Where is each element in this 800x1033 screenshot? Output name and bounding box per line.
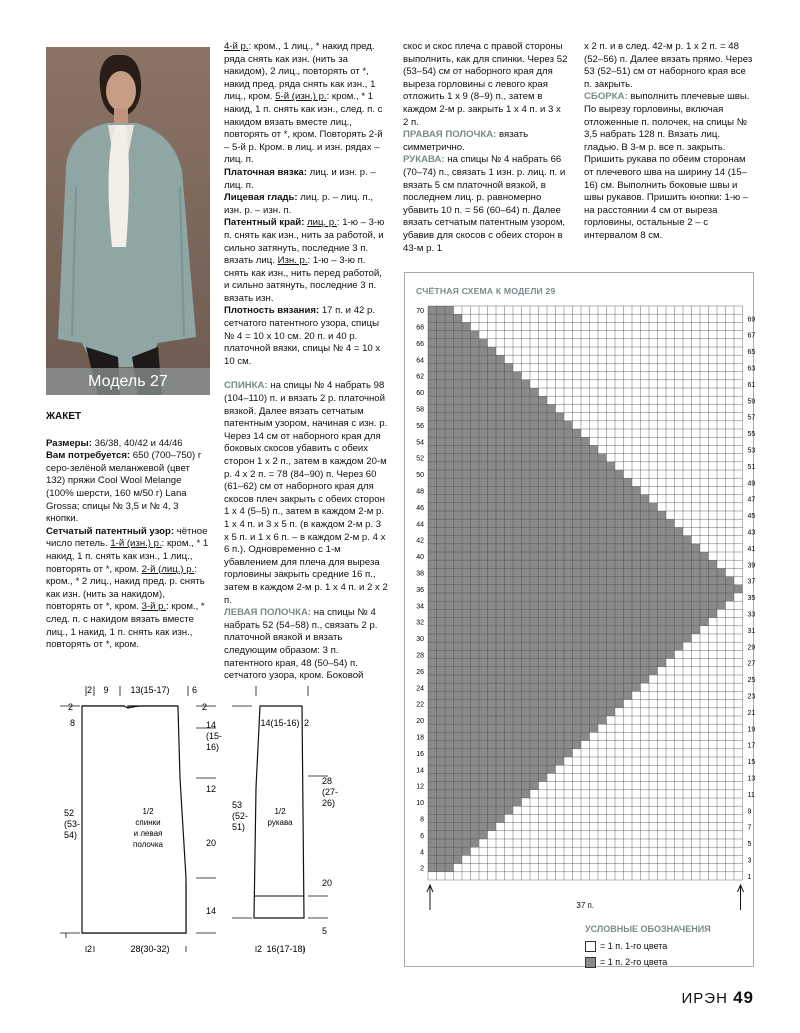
sleeve-right-dim: 5 bbox=[322, 926, 328, 936]
materials-label: Вам потребуется: bbox=[46, 450, 131, 462]
chart-row-fill bbox=[428, 585, 743, 593]
sizes-label: Размеры: bbox=[46, 437, 92, 449]
row-label-right: 53 bbox=[747, 447, 756, 455]
row2-text: : кром., * 2 лиц., накид пред. р. снять как изн. (нить за накидом), повторять от *, кром. bbox=[46, 563, 205, 613]
row5-label: 5-й (изн.) р. bbox=[275, 91, 327, 103]
model-illustration bbox=[46, 47, 210, 395]
row-label-right: 63 bbox=[747, 365, 756, 373]
article-title: ЖАКЕТ bbox=[46, 411, 82, 422]
row-label-right: 59 bbox=[747, 398, 756, 406]
row4-label: 4-й р. bbox=[224, 41, 249, 52]
back-piece-label: и левая bbox=[133, 829, 163, 838]
row-label-right: 69 bbox=[747, 316, 756, 324]
back-piece-label: спинки bbox=[135, 818, 161, 827]
chart-row-fill bbox=[428, 798, 522, 806]
back-piece-label: 1/2 bbox=[142, 807, 154, 816]
chart-row-fill bbox=[428, 847, 471, 855]
row-label-right: 43 bbox=[747, 529, 756, 537]
row-label-right: 17 bbox=[747, 742, 756, 750]
row-label-left: 14 bbox=[416, 767, 424, 775]
row-label-left: 24 bbox=[416, 685, 424, 693]
sleeve-right-dim: 26) bbox=[322, 798, 336, 808]
row-label-left: 38 bbox=[416, 570, 424, 578]
garter-text: лиц. и изн. р. – лиц. п. bbox=[224, 166, 376, 191]
row-label-right: 37 bbox=[747, 578, 756, 586]
back-label: СПИНКА: bbox=[224, 380, 268, 392]
sleeve-left-dim: (52- bbox=[232, 811, 249, 821]
chart-row-fill bbox=[428, 782, 539, 790]
chart-row-fill bbox=[428, 470, 624, 478]
chart-row-fill bbox=[428, 732, 590, 740]
sleeve-piece-label: 1/2 bbox=[274, 807, 286, 816]
sleeve-right-dim: 28 bbox=[322, 776, 333, 786]
garment-patterns bbox=[46, 678, 406, 978]
row1-text: : кром., * 1 накид, 1 п. снять как изн., 1 лиц., повторять от *, кром. bbox=[46, 538, 209, 575]
chart-row-fill bbox=[428, 831, 488, 839]
chart-row-fill bbox=[428, 355, 505, 363]
row-label-left: 40 bbox=[416, 554, 424, 562]
back-left-dim: 52 bbox=[64, 808, 75, 818]
row-label-right: 41 bbox=[747, 545, 756, 553]
row-label-left: 60 bbox=[416, 390, 424, 398]
row-label-right: 25 bbox=[747, 677, 756, 685]
sleeve-left-dim: 53 bbox=[232, 800, 243, 810]
row-label-right: 29 bbox=[747, 644, 756, 652]
chart-row-fill bbox=[428, 634, 692, 642]
chart-row-fill bbox=[428, 814, 505, 822]
back-piece bbox=[82, 706, 186, 933]
chart-row-fill bbox=[428, 700, 624, 708]
row-label-left: 18 bbox=[416, 734, 424, 742]
chart-row-fill bbox=[428, 552, 709, 560]
chart-row-fill bbox=[428, 454, 607, 462]
back-left-dim: 54) bbox=[64, 830, 78, 840]
sleeve-piece-label: рукава bbox=[267, 818, 293, 827]
edge-rs-text: : 1-ю – 3-ю п. снять как изн., нить за работой, и сильно затянуть, последние 3 п. вязать лиц. bbox=[224, 217, 385, 267]
back-right-dim: (15- bbox=[206, 731, 223, 741]
row-label-right: 23 bbox=[747, 693, 756, 701]
row-label-left: 56 bbox=[416, 422, 424, 430]
edge-ws-label: Изн. р. bbox=[277, 255, 308, 267]
row-label-left: 58 bbox=[416, 406, 424, 414]
row-label-left: 68 bbox=[416, 324, 424, 332]
chart-row-fill bbox=[428, 503, 658, 511]
row-label-left: 44 bbox=[416, 521, 424, 529]
row-label-right: 39 bbox=[747, 562, 756, 570]
row-label-right: 51 bbox=[747, 463, 756, 471]
row-label-right: 67 bbox=[747, 332, 756, 340]
left-front-text: на спицы № 4 набрать 52 (54–58) п., связать 2 р. платочной вязкой и вязать следующим образом: 3 п. патентного края, 48 (50–54) п. сетчатого узора, кром. Боковой bbox=[224, 607, 378, 682]
row-label-right: 13 bbox=[747, 775, 756, 783]
sleeves-text: на спицы № 4 набрать 66 (70–74) п., связать 1 изн. р. лиц. п. и вязать 5 см платочной вязкой, в последнем лиц. р. равномерно убавить 10 п. = 56 (60–64) п. Далее вязать сетчатым патентным узором, убавив для скосов с обеих сторон в 43-м р. 1 bbox=[403, 154, 566, 254]
row2-label: 2-й (лиц.) р. bbox=[141, 563, 195, 575]
sleeves-continued: х 2 п. и в след. 42-м р. 1 х 2 п. = 48 (52–56) п. Далее вязать прямо. Через 53 (52–51) см от наборного края все п. закрыть. bbox=[584, 41, 753, 90]
row3-label: 3-й р. bbox=[141, 601, 167, 613]
back-right-dim: 14 bbox=[206, 906, 217, 916]
sizes-value: 36/38, 40/42 и 44/46 bbox=[91, 437, 183, 449]
chart-row-fill bbox=[428, 749, 573, 757]
back-top-dim: 13(15-17) bbox=[130, 685, 170, 695]
instructions-column-4 bbox=[584, 41, 754, 243]
chart-row-fill bbox=[428, 601, 726, 609]
row-label-left: 8 bbox=[420, 816, 424, 824]
row-label-right: 21 bbox=[747, 709, 756, 717]
sleeve-right-dim: 20 bbox=[322, 878, 333, 888]
chart-row-fill bbox=[428, 519, 675, 527]
row-label-right: 11 bbox=[747, 791, 755, 799]
row-label-left: 66 bbox=[416, 340, 424, 348]
back-text: на спицы № 4 набрать 98 (104–110) п. и вязать 2 р. платочной вязкой. Далее вязать сетчатым патентным узором, начиная с изн. р. Через 14 см от наборного края для боковых скосов убавить с обеих сторон 1 х 2 п., затем в каждом 20-м р. 4 х 2 п. = 78 (84–90) п. Через 60 (61–62) см от наборного края для скосов плеч закрыть с обеих сторон 1 х 4 (5–5) п., затем в каждом 2-м р. 1 х 4 п. и 3 х 5 п. (в каждом 2-м р. 3 х 5 п. и 1 х 6 п. – в каждом 2-м р. 4 х 6 п.). Одновременно с 1-м убавлением для плеча для выреза горловины закрыть средние 16 п., затем в каждом 2-м р. 1 х 4 п. и 2 х 2 п. bbox=[224, 380, 388, 606]
back-left-dim: (53- bbox=[64, 819, 81, 829]
chart-row-fill bbox=[428, 618, 709, 626]
back-piece-label: полочка bbox=[133, 840, 163, 849]
footer bbox=[682, 988, 755, 1008]
back-top-dim: 2 bbox=[87, 685, 93, 695]
row3-text: : кром., * след. п. с накидом вязать вместе лиц., 1 накид, 1 п. снять как изн., повторять от *, кром. bbox=[46, 601, 205, 651]
row-label-right: 61 bbox=[747, 381, 756, 389]
assembly-label: СБОРКА: bbox=[584, 91, 628, 103]
row-label-right: 19 bbox=[747, 726, 756, 734]
back-right-dim: 20 bbox=[206, 838, 217, 848]
swatch-white bbox=[585, 941, 596, 952]
edge-rs-label: лиц. р. bbox=[307, 217, 337, 229]
row-label-left: 32 bbox=[416, 619, 424, 627]
chart-row-fill bbox=[428, 388, 539, 396]
magazine-name: ИРЭН bbox=[681, 990, 728, 1007]
back-left-dim: 2 bbox=[68, 702, 74, 712]
row-label-left: 36 bbox=[416, 586, 424, 594]
row-label-right: 31 bbox=[747, 627, 756, 635]
row-label-left: 46 bbox=[416, 504, 424, 512]
row-label-left: 20 bbox=[416, 718, 424, 726]
row-label-right: 49 bbox=[747, 480, 756, 488]
row-label-right: 3 bbox=[747, 857, 752, 865]
row-label-right: 33 bbox=[747, 611, 756, 619]
left-front-continued: скос и скос плеча с правой стороны выполнить, как для спинки. Через 52 (53–54) см от наборного края для выреза горловины с левого края отложить 1 х 9 (8–9) п., затем в каждом 2-м р. закрыть 1 х 4 п. и 3 х 2 п. bbox=[403, 41, 568, 128]
swatch-gray bbox=[585, 957, 596, 968]
row-label-left: 16 bbox=[416, 750, 424, 758]
back-bottom-dim: 2 bbox=[87, 944, 93, 954]
stockinette-label: Лицевая гладь: bbox=[224, 192, 298, 204]
page-number: 49 bbox=[733, 988, 754, 1007]
materials-text: 650 (700–750) г серо-зелёной меланжевой (цвет 132) пряжи Cool Wool Melange (100% шерсти, 160 м/50 г) Lana Grossa; спицы № 3,5 и № 4, 3 кнопки. bbox=[46, 450, 202, 525]
back-bottom-dim: 28(30-32) bbox=[130, 944, 170, 954]
chart-row-fill bbox=[428, 650, 675, 658]
row-label-left: 70 bbox=[416, 308, 424, 316]
chart-row-fill bbox=[428, 536, 692, 544]
sleeve-bottom-dim: 16(17-18) bbox=[266, 944, 306, 954]
chart-row-fill bbox=[428, 404, 556, 412]
chart-row-fill bbox=[428, 322, 471, 330]
garter-label: Платочная вязка: bbox=[224, 166, 307, 178]
back-left-dim: 8 bbox=[70, 718, 76, 728]
chart-row-fill bbox=[428, 421, 573, 429]
row-label-left: 22 bbox=[416, 701, 424, 709]
chart-row-fill bbox=[428, 437, 590, 445]
counting-chart bbox=[404, 298, 754, 938]
row-label-right: 55 bbox=[747, 431, 756, 439]
edge-ws-text: : 1-ю – 3-ю п. снять как изн., нить перед работой, и сильно затянуть, последние 3 п. вязать изн. bbox=[224, 255, 382, 304]
arrow-icon bbox=[738, 885, 744, 910]
row-label-left: 12 bbox=[416, 783, 424, 791]
chart-row-fill bbox=[428, 486, 641, 494]
legend-title: УСЛОВНЫЕ ОБОЗНАЧЕНИЯ bbox=[585, 924, 711, 934]
row-label-left: 30 bbox=[416, 636, 424, 644]
row5-text: : кром., * 1 накид, 1 п. снять как изн., след. п. с накидом вязать вместе лиц., повторять от *, кром. Повторять 2-й – 5-й р. Кром. в лиц. и изн. рядах – лиц. п. bbox=[224, 91, 383, 166]
row-label-left: 62 bbox=[416, 373, 424, 381]
row-label-right: 1 bbox=[747, 873, 752, 881]
chart-row-fill bbox=[428, 683, 641, 691]
row-label-right: 27 bbox=[747, 660, 756, 668]
chart-row-fill bbox=[428, 765, 556, 773]
density-text: 17 п. и 42 р. сетчатого патентного узора, спицы № 4 = 10 x 10 см. 20 п. и 40 р. платочной вязки, спицы № 4 = 10 x 10 см. bbox=[224, 305, 381, 367]
row-label-left: 54 bbox=[416, 439, 424, 447]
row-label-right: 5 bbox=[747, 841, 752, 849]
chart-row-fill bbox=[428, 372, 522, 380]
back-right-dim: 2 bbox=[202, 702, 208, 712]
back-top-dim: 9 bbox=[103, 685, 109, 695]
back-right-dim: 14 bbox=[206, 720, 217, 730]
sleeve-bottom-dim: 2 bbox=[257, 944, 263, 954]
chart-title: СЧЁТНАЯ СХЕМА К МОДЕЛИ 29 bbox=[416, 286, 556, 296]
assembly-text: выполнить плечевые швы. По вырезу горловины, включая отложенные п. полочек, на спицы № 3,5 набрать 128 п. Вязать лиц. гладью. В 3-м р. все п. закрыть. Пришить рукава по обеим сторонам от плечевого шва на ширину 14 (15–16) см. Выполнить боковые швы и швы рукавов. Пришить кнопки: 1-ю – на расстоянии 4 см от выреза горловины, остальные 2 – с интервалом 8 см. bbox=[584, 91, 750, 241]
legend bbox=[585, 924, 711, 970]
chart-row-fill bbox=[428, 568, 726, 576]
model-photo bbox=[46, 47, 210, 395]
density-label: Плотность вязания: bbox=[224, 305, 320, 317]
model-caption: Модель 27 bbox=[46, 368, 210, 395]
instructions-column-3 bbox=[403, 41, 568, 255]
back-right-dim: 12 bbox=[206, 784, 217, 794]
left-front-label: ЛЕВАЯ ПОЛОЧКА: bbox=[224, 607, 312, 619]
right-front-label: ПРАВАЯ ПОЛОЧКА: bbox=[403, 129, 497, 141]
row-label-right: 35 bbox=[747, 595, 756, 603]
edge-label: Патентный край: bbox=[224, 217, 305, 229]
row1-label: 1-й (изн.) р. bbox=[110, 538, 162, 550]
row-label-left: 2 bbox=[420, 865, 424, 873]
row4-text: : кром., 1 лиц., * накид пред. ряда снять как изн. (нить за накидом), 2 лиц., повторять от *, накид пред. ряда снять как изн., 1 лиц., кром. bbox=[224, 41, 376, 103]
row-label-left: 4 bbox=[420, 849, 424, 857]
stitch-count-label: 37 п. bbox=[576, 901, 595, 910]
row-label-left: 52 bbox=[416, 455, 424, 463]
row-label-left: 6 bbox=[420, 832, 424, 840]
row-label-left: 48 bbox=[416, 488, 424, 496]
sleeve-right-dim: (27- bbox=[322, 787, 339, 797]
chart-row-fill bbox=[428, 716, 607, 724]
row-label-right: 57 bbox=[747, 414, 756, 422]
legend-item-color2 bbox=[585, 954, 711, 970]
chart-row-fill bbox=[428, 864, 454, 872]
back-top-dim: 6 bbox=[192, 685, 198, 695]
row-label-left: 26 bbox=[416, 668, 424, 676]
row-label-left: 50 bbox=[416, 472, 424, 480]
chart-row-fill bbox=[428, 306, 454, 314]
row-label-right: 15 bbox=[747, 759, 756, 767]
row-label-left: 64 bbox=[416, 357, 424, 365]
sleeve-left-dim: 51) bbox=[232, 822, 246, 832]
row-label-left: 34 bbox=[416, 603, 424, 611]
sleeves-label: РУКАВА: bbox=[403, 154, 445, 166]
arrow-icon bbox=[427, 885, 433, 910]
instructions-column-1 bbox=[46, 411, 211, 652]
row-label-right: 47 bbox=[747, 496, 756, 504]
sleeve-top-dim: 2 bbox=[304, 718, 310, 728]
pattern-intro: чётное число петель. bbox=[46, 525, 208, 550]
row-label-left: 10 bbox=[416, 800, 424, 808]
right-front-text: вязать симметрично. bbox=[403, 129, 529, 153]
row-label-right: 9 bbox=[747, 808, 752, 816]
chart-row-fill bbox=[428, 667, 658, 675]
legend-text-1: = 1 п. 1-го цвета bbox=[600, 941, 668, 951]
row-label-right: 45 bbox=[747, 513, 756, 521]
chart-row-fill bbox=[428, 339, 488, 347]
row-label-right: 7 bbox=[747, 824, 752, 832]
legend-item-color1 bbox=[585, 938, 711, 954]
row-label-left: 28 bbox=[416, 652, 424, 660]
sleeve-top-dim: 14(15-16) bbox=[260, 718, 300, 728]
back-right-dim: 16) bbox=[206, 742, 220, 752]
row-label-right: 65 bbox=[747, 349, 756, 357]
pattern-label: Сетчатый патентный узор: bbox=[46, 525, 175, 537]
legend-text-2: = 1 п. 2-го цвета bbox=[600, 957, 668, 967]
row-label-left: 42 bbox=[416, 537, 424, 545]
stockinette-text: лиц. р. – лиц. п., изн. р. – изн. п. bbox=[224, 192, 374, 216]
instructions-column-2 bbox=[224, 41, 388, 683]
